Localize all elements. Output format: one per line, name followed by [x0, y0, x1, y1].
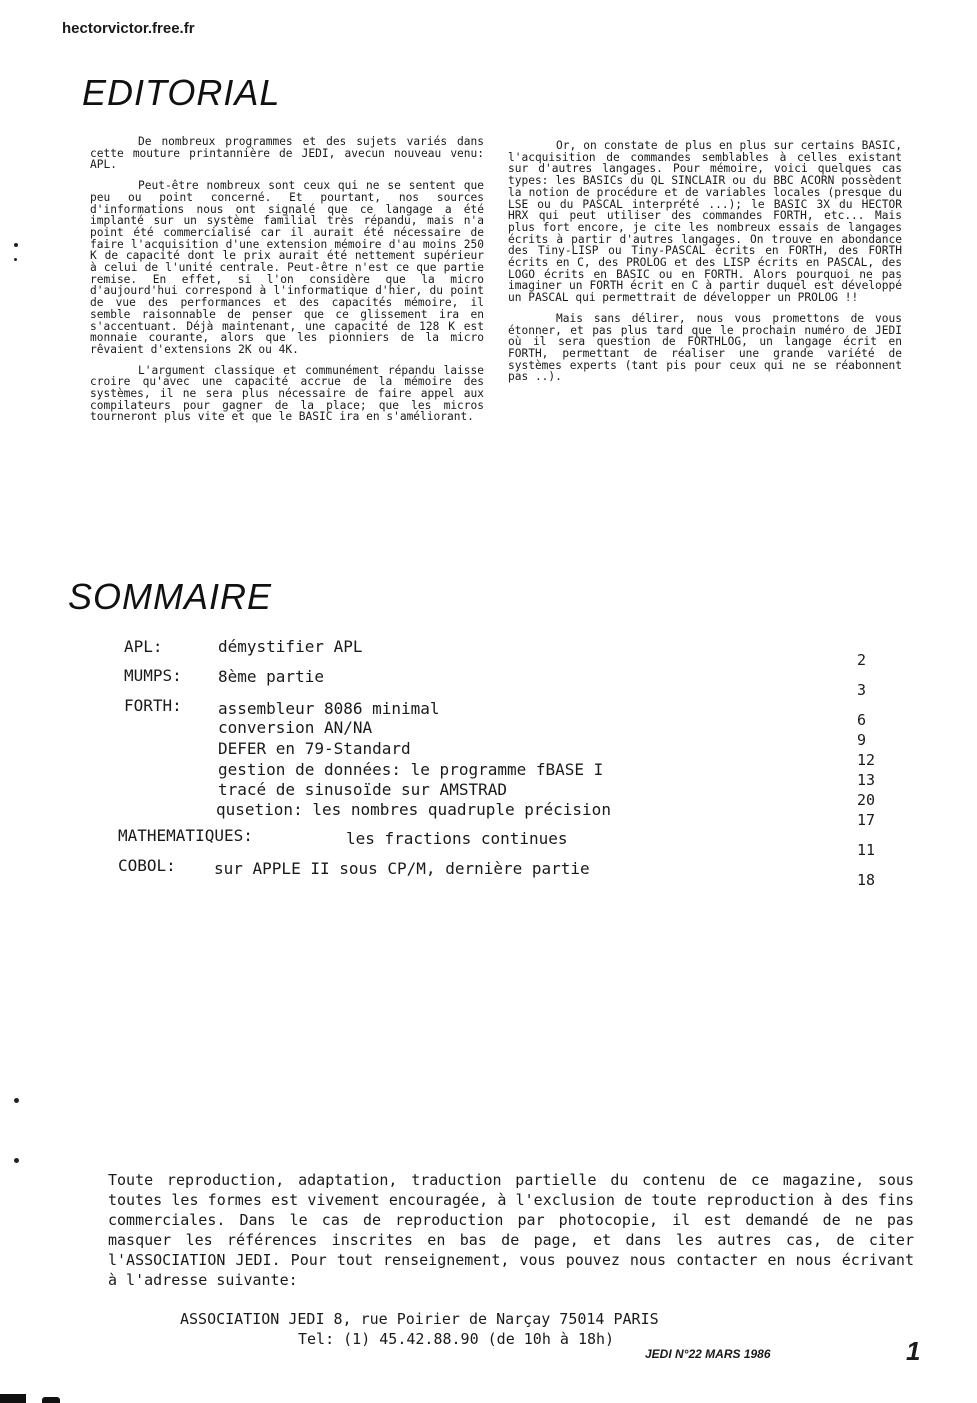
reproduction-notice: Toute reproduction, adaptation, traduction partielle du contenu de ce magazine, sous toutes les formes est vivement encouragée, à l'exclusion de toute reproduction à des fins commerciales. Dans le cas de reproduction par photocopie, il est demandé de ne pas masquer les références inscrites en bas de page, et dans les autres cas, de citer l'ASSOCIATION JEDI. Pour tout renseignement, vous pouvez nous contacter en nous écrivant à l'adresse suivante: [108, 1171, 914, 1289]
editorial-paragraph: Or, on constate de plus en plus sur certains BASIC, l'acquisition de commandes semblables à celles existant sur d'autres langages. Pour mémoire, voici quelques cas types: les BASICs du QL SINCLAIR ou du BBC ACORN possèdent la notion de procédure et de variables locales (presque du LSE ou du PASCAL interprété ...); le BASIC 3X du HECTOR HRX qui peut utiliser des commandes FORTH, etc... Mais plus fort encore, je cite les nombreux essais de langages écrits à partir d'autres langages. On trouve en abondance des Tiny-LISP ou Tiny-PASCAL écrits en FORTH, des FORTH écrits en C, des PROLOG et des LISP écrits en PASCAL, des LOGO écrits en BASIC ou en FORTH. Alors pourquoi ne pas imaginer un FORTH écrit en C à partir duquel est développé un PASCAL qui permettrait de développer un PROLOG !! [508, 139, 902, 305]
scan-speck [14, 243, 18, 247]
scan-edge-mark [42, 1397, 60, 1403]
editorial-paragraph: De nombreux programmes et des sujets variés dans cette mouture printannière de JEDI, avecun nouveau venu: APL. [90, 135, 484, 172]
toc-page-number: 11 [857, 841, 876, 859]
association-phone: Tel: (1) 45.42.88.90 (de 10h à 18h) [298, 1330, 615, 1348]
toc-page-number: 20 [857, 791, 876, 809]
toc-category: MATHEMATIQUES: [118, 826, 253, 845]
toc-page-number: 3 [857, 681, 867, 699]
toc-entry: sur APPLE II sous CP/M, dernière partie [214, 859, 590, 878]
toc-entry: DEFER en 79-Standard [218, 739, 411, 758]
editorial-column-left [90, 136, 484, 432]
sommaire-heading: SOMMAIRE [68, 576, 273, 617]
toc-category: APL: [124, 637, 163, 656]
scan-edge-mark [0, 1394, 26, 1403]
toc-page-number: 12 [857, 751, 876, 769]
editorial-column-right [508, 140, 902, 392]
editorial-paragraph: Peut-être nombreux sont ceux qui ne se sentent que peu ou point concerné. Et pourtant, nos sources d'informations nous ont signalé que ce langage a été implanté sur un système familial très répandu, mais n'a point été commercialisé car il aurait été nécessaire de faire l'acquisition d'une extension mémoire d'au moins 250 K de capacité dont le prix aurait été nettement supérieur à celui de l'unité centrale. Peut-être n'est ce que partie remise. En effet, si l'on considère que la micro d'aujourd'hui correspond à l'informatique d'hier, du point de vue des performances et des capacités mémoire, il semble raisonnable de penser que ce glissement ira en s'accentuant. Déjà maintenant, une capacité de 128 K est monnaie courante, alors que les pionniers de la micro rêvaient d'extensions 2K ou 4K. [90, 179, 484, 356]
scan-speck [14, 258, 17, 261]
association-address: ASSOCIATION JEDI 8, rue Poirier de Narçay 75014 PARIS [180, 1310, 659, 1328]
toc-entry: tracé de sinusoïde sur AMSTRAD [218, 780, 507, 799]
toc-page-number: 9 [857, 731, 867, 749]
toc-entry: qusetion: les nombres quadruple précision [216, 800, 611, 819]
toc-page-number: 13 [857, 771, 876, 789]
toc-page-number: 18 [857, 871, 876, 889]
toc-page-number: 2 [857, 651, 867, 669]
editorial-heading: EDITORIAL [82, 72, 281, 113]
editorial-paragraph: Mais sans délirer, nous vous promettons de vous étonner, et pas plus tard que le prochain numéro de JEDI où il sera question de FORTHLOG, un langage écrit en FORTH, permettant de réaliser une grande variété de systèmes experts (tant pis pour ceux qui ne se réabonnent pas ..). [508, 311, 902, 384]
toc-entry: gestion de données: le programme fBASE I [218, 760, 604, 779]
toc-entry: les fractions continues [346, 829, 568, 848]
site-url: hectorvictor.free.fr [62, 20, 195, 37]
toc-category: MUMPS: [124, 666, 182, 685]
editorial-paragraph: L'argument classique et communément répandu laisse croire qu'avec une capacité accrue de la mémoire des systèmes, il ne sera plus nécessaire de faire appel aux compilateurs pour gagner de la place; que les micros tourneront plus vite et que le BASIC ira en s'améliorant. [90, 363, 484, 424]
scan-speck [14, 1158, 19, 1163]
toc-entry: 8ème partie [218, 667, 324, 686]
page-number: 1 [906, 1336, 921, 1366]
toc-entry: démystifier APL [218, 637, 363, 656]
scan-speck [14, 1098, 19, 1103]
toc-page-number: 17 [857, 811, 876, 829]
issue-reference: JEDI N°22 MARS 1986 [645, 1347, 771, 1361]
toc-entry: assembleur 8086 minimal [218, 699, 440, 718]
toc-entry: conversion AN/NA [218, 718, 373, 737]
toc-category: FORTH: [124, 696, 182, 715]
toc-page-number: 6 [857, 711, 867, 729]
toc-category: COBOL: [118, 856, 176, 875]
